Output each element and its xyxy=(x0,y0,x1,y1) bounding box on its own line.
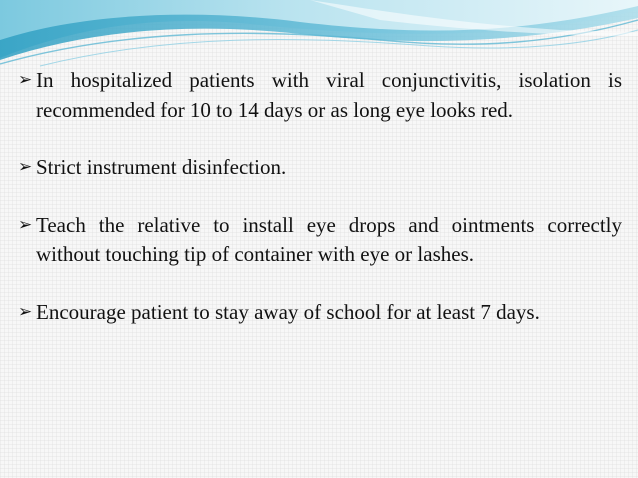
header-wave-decoration xyxy=(0,0,638,72)
bullet-text: Strict instrument disinfection. xyxy=(36,155,287,179)
bullet-item xyxy=(18,153,622,183)
bullet-item xyxy=(18,298,622,328)
arrow-bullet-icon: ➢ xyxy=(18,214,33,235)
arrow-bullet-icon: ➢ xyxy=(18,157,33,177)
arrow-bullet-icon: ➢ xyxy=(18,301,33,322)
bullet-item xyxy=(18,211,622,270)
bullet-list xyxy=(18,66,622,355)
bullet-item xyxy=(18,66,622,125)
bullet-text: In hospitalized patients with viral conjunctivitis, isolation is recommended for 10 to 14 days or as long eye looks red. xyxy=(36,68,622,122)
bullet-text: Encourage patient to stay away of school for at least 7 days. xyxy=(36,299,540,324)
arrow-bullet-icon: ➢ xyxy=(18,70,33,90)
bullet-text: Teach the relative to install eye drops and ointments correctly without touching tip of container with eye or lashes. xyxy=(36,212,622,266)
